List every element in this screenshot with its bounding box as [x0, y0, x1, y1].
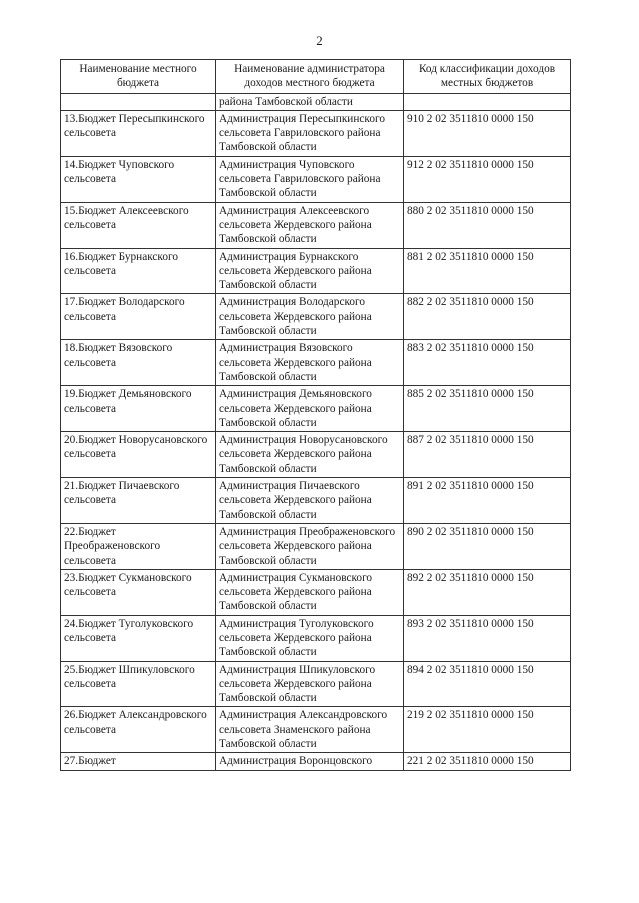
budget-cell: 16.Бюджет Бурнакского сельсовета	[61, 248, 216, 294]
code-cell: 912 2 02 3511810 0000 150	[404, 156, 571, 202]
admin-cell: Администрация Алексеевского сельсовета Жердевского района Тамбовской области	[216, 202, 404, 248]
budget-cell: 22.Бюджет Преображеновского сельсовета	[61, 523, 216, 569]
code-cell: 880 2 02 3511810 0000 150	[404, 202, 571, 248]
admin-cell: Администрация Преображеновского сельсовета Жердевского района Тамбовской области	[216, 523, 404, 569]
admin-cell: Администрация Чуповского сельсовета Гавриловского района Тамбовской области	[216, 156, 404, 202]
table-row	[61, 615, 571, 661]
budget-cell: 26.Бюджет Александровского сельсовета	[61, 707, 216, 753]
table-row	[61, 569, 571, 615]
page-number: 2	[316, 33, 323, 48]
header-code: Код классификации доходов местных бюджетов	[404, 60, 571, 94]
code-cell: 893 2 02 3511810 0000 150	[404, 615, 571, 661]
budget-cell: 25.Бюджет Шпикуловского сельсовета	[61, 661, 216, 707]
budget-cell: 27.Бюджет	[61, 753, 216, 770]
code-cell: 885 2 02 3511810 0000 150	[404, 386, 571, 432]
code-cell	[404, 93, 571, 110]
header-admin: Наименование администратора доходов местного бюджета	[216, 60, 404, 94]
budget-cell: 20.Бюджет Новорусановского сельсовета	[61, 432, 216, 478]
table-row	[61, 753, 571, 770]
admin-cell: Администрация Бурнакского сельсовета Жердевского района Тамбовской области	[216, 248, 404, 294]
code-cell: 887 2 02 3511810 0000 150	[404, 432, 571, 478]
admin-cell: Администрация Воронцовского	[216, 753, 404, 770]
budget-cell: 21.Бюджет Пичаевского сельсовета	[61, 478, 216, 524]
table-row	[61, 707, 571, 753]
revenue-table	[60, 59, 571, 771]
budget-cell: 17.Бюджет Володарского сельсовета	[61, 294, 216, 340]
budget-cell: 14.Бюджет Чуповского сельсовета	[61, 156, 216, 202]
table-body	[61, 93, 571, 770]
admin-cell: Администрация Пересыпкинского сельсовета Гавриловского района Тамбовской области	[216, 110, 404, 156]
code-cell: 894 2 02 3511810 0000 150	[404, 661, 571, 707]
admin-cell: Администрация Александровского сельсовета Знаменского района Тамбовской области	[216, 707, 404, 753]
code-cell: 891 2 02 3511810 0000 150	[404, 478, 571, 524]
admin-cell: Администрация Шпикуловского сельсовета Жердевского района Тамбовской области	[216, 661, 404, 707]
table-row	[61, 248, 571, 294]
header-row	[61, 60, 571, 94]
table-row	[61, 661, 571, 707]
table-header	[61, 60, 571, 94]
code-cell: 219 2 02 3511810 0000 150	[404, 707, 571, 753]
budget-cell: 13.Бюджет Пересыпкинского сельсовета	[61, 110, 216, 156]
code-cell: 910 2 02 3511810 0000 150	[404, 110, 571, 156]
table-row	[61, 110, 571, 156]
table-row	[61, 93, 571, 110]
admin-cell: Администрация Новорусановского сельсовета Жердевского района Тамбовской области	[216, 432, 404, 478]
code-cell: 882 2 02 3511810 0000 150	[404, 294, 571, 340]
budget-cell: 23.Бюджет Сукмановского сельсовета	[61, 569, 216, 615]
admin-cell: Администрация Вязовского сельсовета Жердевского района Тамбовской области	[216, 340, 404, 386]
budget-cell: 19.Бюджет Демьяновского сельсовета	[61, 386, 216, 432]
admin-cell: Администрация Володарского сельсовета Жердевского района Тамбовской области	[216, 294, 404, 340]
table-row	[61, 432, 571, 478]
code-cell: 890 2 02 3511810 0000 150	[404, 523, 571, 569]
budget-cell: 15.Бюджет Алексеевского сельсовета	[61, 202, 216, 248]
table-row	[61, 478, 571, 524]
code-cell: 221 2 02 3511810 0000 150	[404, 753, 571, 770]
admin-cell: Администрация Туголуковского сельсовета Жердевского района Тамбовской области	[216, 615, 404, 661]
table-row	[61, 386, 571, 432]
table-row	[61, 156, 571, 202]
admin-cell: Администрация Пичаевского сельсовета Жердевского района Тамбовской области	[216, 478, 404, 524]
budget-cell: 18.Бюджет Вязовского сельсовета	[61, 340, 216, 386]
header-budget: Наименование местного бюджета	[61, 60, 216, 94]
table-row	[61, 523, 571, 569]
code-cell: 883 2 02 3511810 0000 150	[404, 340, 571, 386]
budget-cell: 24.Бюджет Туголуковского сельсовета	[61, 615, 216, 661]
table-row	[61, 202, 571, 248]
admin-cell: Администрация Демьяновского сельсовета Жердевского района Тамбовской области	[216, 386, 404, 432]
code-cell: 881 2 02 3511810 0000 150	[404, 248, 571, 294]
table-row	[61, 294, 571, 340]
budget-cell	[61, 93, 216, 110]
code-cell: 892 2 02 3511810 0000 150	[404, 569, 571, 615]
admin-cell: района Тамбовской области	[216, 93, 404, 110]
table-row	[61, 340, 571, 386]
admin-cell: Администрация Сукмановского сельсовета Жердевского района Тамбовской области	[216, 569, 404, 615]
